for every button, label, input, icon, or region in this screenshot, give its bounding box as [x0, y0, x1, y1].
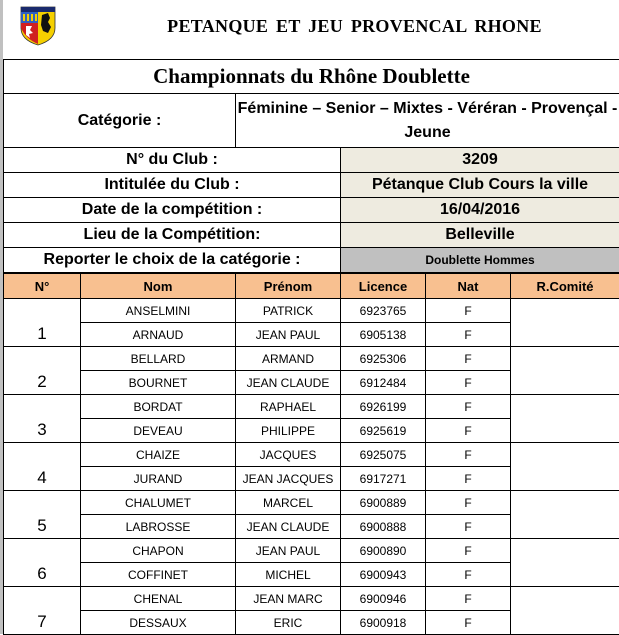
column-header-row	[4, 273, 619, 299]
column-header-licence: Licence	[341, 273, 426, 299]
chosen-category-field[interactable]: Doublette Hommes	[341, 248, 619, 274]
chosen-category-label: Reporter le choix de la catégorie :	[4, 248, 341, 274]
player-nat[interactable]: F	[426, 467, 511, 491]
team-number: 4	[4, 443, 81, 491]
player-nat[interactable]: F	[426, 563, 511, 587]
team-rcomite[interactable]	[511, 443, 619, 491]
category-options: Féminine – Senior – Mixtes - Véréran - Provençal - Jeune	[236, 94, 619, 148]
player-nat[interactable]: F	[426, 419, 511, 443]
place-field[interactable]: Belleville	[341, 223, 619, 248]
player-nom[interactable]: BOURNET	[81, 371, 236, 395]
form-title: Championnats du Rhône Doublette	[4, 60, 619, 94]
player-nat[interactable]: F	[426, 515, 511, 539]
player-nat[interactable]: F	[426, 443, 511, 467]
form-table	[3, 59, 619, 635]
column-header-prenom: Prénom	[236, 273, 341, 299]
team-rcomite[interactable]	[511, 491, 619, 539]
player-nom[interactable]: CHAPON	[81, 539, 236, 563]
player-licence[interactable]: 6925075	[341, 443, 426, 467]
team-rcomite[interactable]	[511, 539, 619, 587]
player-prenom[interactable]: JEAN CLAUDE	[236, 371, 341, 395]
player-prenom[interactable]: JEAN PAUL	[236, 539, 341, 563]
category-label: Catégorie :	[4, 94, 236, 148]
team-number: 3	[4, 395, 81, 443]
player-nat[interactable]: F	[426, 395, 511, 419]
player-nat[interactable]: F	[426, 323, 511, 347]
team-number: 5	[4, 491, 81, 539]
player-row	[4, 443, 619, 467]
player-nom[interactable]: DESSAUX	[81, 611, 236, 635]
player-prenom[interactable]: JEAN MARC	[236, 587, 341, 611]
place-label: Lieu de la Compétition:	[4, 223, 341, 248]
column-header-nom: Nom	[81, 273, 236, 299]
player-nom[interactable]: JURAND	[81, 467, 236, 491]
club-name-label: Intitulée du Club :	[4, 173, 341, 198]
date-label: Date de la compétition :	[4, 198, 341, 223]
player-row	[4, 395, 619, 419]
player-nat[interactable]: F	[426, 491, 511, 515]
player-nom[interactable]: CHALUMET	[81, 491, 236, 515]
player-prenom[interactable]: MICHEL	[236, 563, 341, 587]
player-licence[interactable]: 6900890	[341, 539, 426, 563]
player-row	[4, 299, 619, 323]
player-nom[interactable]: BORDAT	[81, 395, 236, 419]
player-row	[4, 347, 619, 371]
team-number: 1	[4, 299, 81, 347]
player-licence[interactable]: 6900918	[341, 611, 426, 635]
player-nom[interactable]: DEVEAU	[81, 419, 236, 443]
player-nom[interactable]: LABROSSE	[81, 515, 236, 539]
player-prenom[interactable]: JEAN JACQUES	[236, 467, 341, 491]
column-header-number: N°	[4, 273, 81, 299]
player-nat[interactable]: F	[426, 539, 511, 563]
club-number-label: N° du Club :	[4, 148, 341, 173]
player-prenom[interactable]: PHILIPPE	[236, 419, 341, 443]
club-number-field[interactable]: 3209	[341, 148, 619, 173]
player-prenom[interactable]: MARCEL	[236, 491, 341, 515]
player-nom[interactable]: ARNAUD	[81, 323, 236, 347]
date-field[interactable]: 16/04/2016	[341, 198, 619, 223]
player-prenom[interactable]: JACQUES	[236, 443, 341, 467]
player-nom[interactable]: BELLARD	[81, 347, 236, 371]
player-nat[interactable]: F	[426, 371, 511, 395]
player-prenom[interactable]: PATRICK	[236, 299, 341, 323]
player-licence[interactable]: 6917271	[341, 467, 426, 491]
team-rcomite[interactable]	[511, 347, 619, 395]
team-number: 7	[4, 587, 81, 635]
player-prenom[interactable]: JEAN CLAUDE	[236, 515, 341, 539]
registration-sheet	[3, 59, 619, 635]
player-nom[interactable]: CHAIZE	[81, 443, 236, 467]
player-row	[4, 491, 619, 515]
player-licence[interactable]: 6926199	[341, 395, 426, 419]
player-nat[interactable]: F	[426, 587, 511, 611]
team-number: 6	[4, 539, 81, 587]
player-licence[interactable]: 6905138	[341, 323, 426, 347]
player-licence[interactable]: 6900888	[341, 515, 426, 539]
player-licence[interactable]: 6925619	[341, 419, 426, 443]
team-number: 2	[4, 347, 81, 395]
player-prenom[interactable]: RAPHAEL	[236, 395, 341, 419]
player-prenom[interactable]: ARMAND	[236, 347, 341, 371]
teams-body	[4, 299, 619, 635]
column-header-nat: Nat	[426, 273, 511, 299]
player-licence[interactable]: 6900946	[341, 587, 426, 611]
team-rcomite[interactable]	[511, 587, 619, 635]
player-nom[interactable]: COFFINET	[81, 563, 236, 587]
player-nom[interactable]: CHENAL	[81, 587, 236, 611]
player-licence[interactable]: 6925306	[341, 347, 426, 371]
player-licence[interactable]: 6923765	[341, 299, 426, 323]
player-licence[interactable]: 6900943	[341, 563, 426, 587]
player-prenom[interactable]: ERIC	[236, 611, 341, 635]
player-nat[interactable]: F	[426, 347, 511, 371]
player-row	[4, 587, 619, 611]
player-row	[4, 539, 619, 563]
team-rcomite[interactable]	[511, 299, 619, 347]
player-nom[interactable]: ANSELMINI	[81, 299, 236, 323]
column-header-rcomite: R.Comité	[511, 273, 619, 299]
player-licence[interactable]: 6912484	[341, 371, 426, 395]
player-nat[interactable]: F	[426, 611, 511, 635]
player-nat[interactable]: F	[426, 299, 511, 323]
club-name-field[interactable]: Pétanque Club Cours la ville	[341, 173, 619, 198]
player-licence[interactable]: 6900889	[341, 491, 426, 515]
organization-name: PETANQUE ET JEU PROVENCAL RHONE	[0, 16, 619, 37]
player-prenom[interactable]: JEAN PAUL	[236, 323, 341, 347]
team-rcomite[interactable]	[511, 395, 619, 443]
